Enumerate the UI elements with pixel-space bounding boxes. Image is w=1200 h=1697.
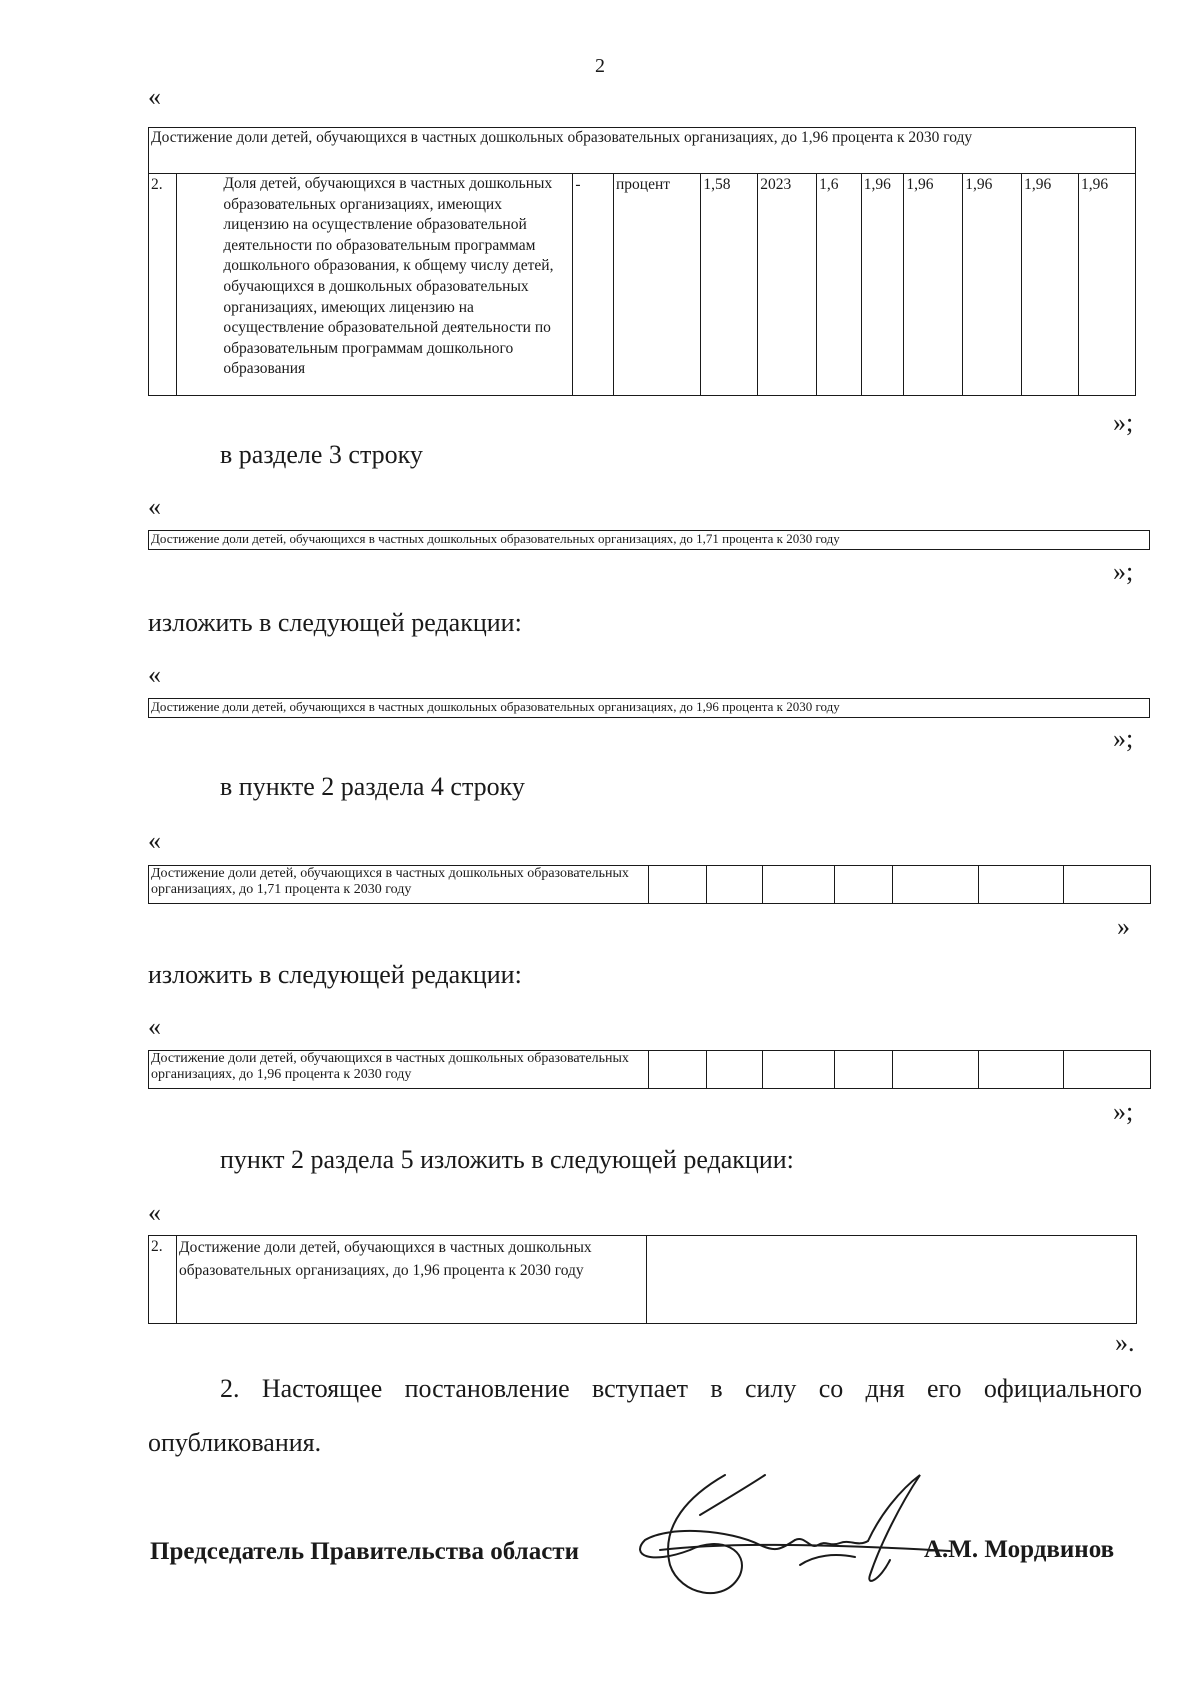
close-quote: »; bbox=[1113, 557, 1134, 586]
goal-row: Достижение доли детей, обучающихся в частных дошкольных образовательных организациях, до 1,71 процента к 2030 году bbox=[149, 531, 1150, 550]
value-cell: 1,96 bbox=[1079, 174, 1136, 396]
paragraph: пункт 2 раздела 5 изложить в следующей редакции: bbox=[220, 1145, 794, 1174]
open-quote: « bbox=[148, 826, 161, 855]
empty-cell bbox=[707, 1051, 763, 1089]
empty-cell bbox=[835, 1051, 893, 1089]
unit-cell: процент bbox=[614, 174, 701, 396]
paragraph: 2. Настоящее постановление вступает в силу со дня его официального bbox=[220, 1374, 1142, 1403]
row-number: 2. bbox=[149, 1236, 177, 1324]
table-header: Достижение доли детей, обучающихся в частных дошкольных образовательных организациях, до 1,96 процента к 2030 году bbox=[149, 128, 1136, 174]
empty-cell bbox=[763, 1051, 835, 1089]
paragraph: изложить в следующей редакции: bbox=[148, 960, 522, 989]
paragraph: в пункте 2 раздела 4 строку bbox=[220, 772, 525, 801]
empty-cell bbox=[1064, 866, 1151, 904]
empty-cell bbox=[893, 866, 979, 904]
goal-row: Достижение доли детей, обучающихся в частных дошкольных образовательных организациях, до 1,96 процента к 2030 году bbox=[149, 1051, 649, 1089]
goal-row: Достижение доли детей, обучающихся в частных дошкольных образовательных организациях, до 1,96 процента к 2030 году bbox=[149, 699, 1150, 718]
goal-table bbox=[148, 1050, 1151, 1089]
goal-table bbox=[148, 698, 1150, 718]
close-quote: » bbox=[1117, 912, 1130, 941]
open-quote: « bbox=[148, 660, 161, 689]
signatory-name: А.М. Мордвинов bbox=[924, 1536, 1115, 1563]
value-cell: 1,96 bbox=[904, 174, 963, 396]
empty-cell bbox=[649, 1051, 707, 1089]
indicator-name: Доля детей, обучающихся в частных дошкольных образовательных организациях, имеющих лицензию на осуществление образовательной деятельности по образовательным программам дошкольного образования, к общему числу детей, обучающихся в дошкольных образовательных организациях, имеющих лицензию на осуществление образовательной деятельности по образовательным программам дошкольного образования bbox=[177, 174, 573, 396]
close-quote: »; bbox=[1113, 408, 1134, 437]
paragraph: изложить в следующей редакции: bbox=[148, 608, 522, 637]
value-cell: 1,96 bbox=[861, 174, 904, 396]
close-quote: »; bbox=[1113, 1097, 1134, 1126]
row-number: 2. bbox=[149, 174, 177, 396]
goal-table bbox=[148, 530, 1150, 550]
handwritten-signature bbox=[630, 1455, 960, 1615]
indicator-table bbox=[148, 127, 1136, 396]
base-year-cell: 2023 bbox=[758, 174, 817, 396]
close-quote: ». bbox=[1115, 1328, 1135, 1357]
base-value-cell: 1,58 bbox=[701, 174, 758, 396]
empty-cell bbox=[649, 866, 707, 904]
empty-cell bbox=[979, 1051, 1064, 1089]
paragraph: в разделе 3 строку bbox=[220, 440, 423, 469]
signatory-title: Председатель Правительства области bbox=[150, 1538, 579, 1565]
value-cell: 1,6 bbox=[817, 174, 862, 396]
goal-table bbox=[148, 865, 1151, 904]
empty-cell bbox=[979, 866, 1064, 904]
empty-cell bbox=[1064, 1051, 1151, 1089]
open-quote: « bbox=[148, 492, 161, 521]
empty-cell bbox=[763, 866, 835, 904]
empty-cell bbox=[707, 866, 763, 904]
empty-cell bbox=[835, 866, 893, 904]
dash-cell: - bbox=[573, 174, 614, 396]
measures-table bbox=[148, 1235, 1137, 1324]
open-quote: « bbox=[148, 1012, 161, 1041]
open-quote: « bbox=[148, 1198, 161, 1227]
value-cell: 1,96 bbox=[963, 174, 1022, 396]
page-number: 2 bbox=[595, 55, 605, 77]
value-cell: 1,96 bbox=[1022, 174, 1079, 396]
goal-row: Достижение доли детей, обучающихся в частных дошкольных образовательных организациях, до 1,71 процента к 2030 году bbox=[149, 866, 649, 904]
open-quote: « bbox=[148, 82, 161, 111]
close-quote: »; bbox=[1113, 724, 1134, 753]
paragraph: опубликования. bbox=[148, 1428, 322, 1457]
empty-cell bbox=[647, 1236, 1137, 1324]
goal-text: Достижение доли детей, обучающихся в частных дошкольных образовательных организациях, до 1,96 процента к 2030 году bbox=[177, 1236, 647, 1324]
empty-cell bbox=[893, 1051, 979, 1089]
